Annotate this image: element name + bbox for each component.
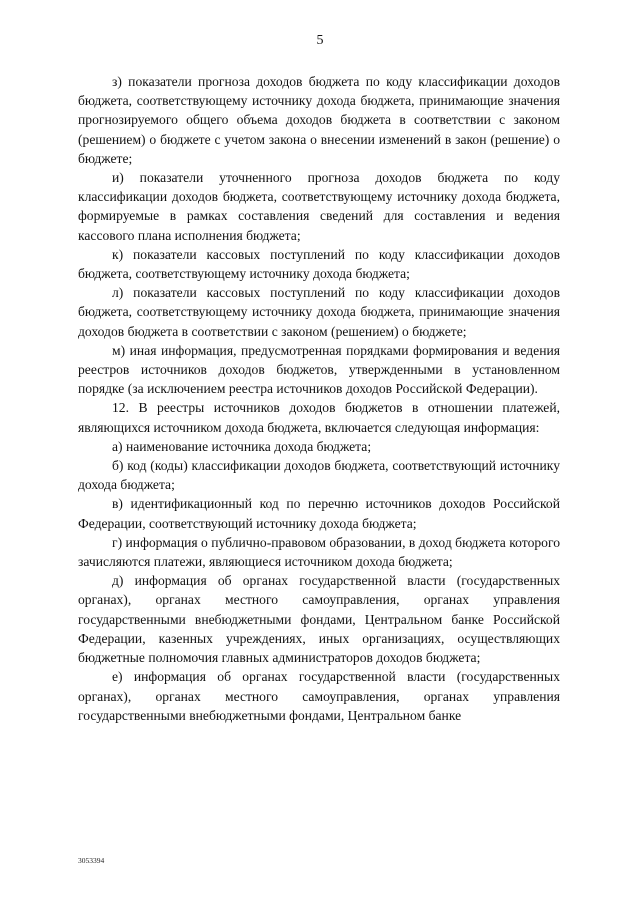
paragraph-a: а) наименование источника дохода бюджета;: [112, 438, 372, 454]
paragraph-12: 12. В реестры источников доходов бюджетов в отношении платежей, являющихся источником дохода бюджета, включается следующая информация:: [78, 400, 560, 435]
paragraph-d: д) информация об органах государственной власти (государственных органах), органах местного самоуправления, органах управления государственными внебюджетными фондами, Центральном банке Российской Федерации, казенных учреждениях, иных организациях, осуществляющих бюджетные полномочия главных администраторов доходов бюджета;: [78, 573, 560, 666]
paragraph-z: з) показатели прогноза доходов бюджета по коду классификации доходов бюджета, соответствующему источнику дохода бюджета, принимающие значения прогнозируемого общего объема доходов бюджета в соответствии с законом (решением) о бюджете с учетом закона о внесении изменений в закон (решение) о бюджете;: [78, 74, 560, 166]
paragraph-g: г) информация о публично-правовом образовании, в доход бюджета которого зачисляются платежи, являющиеся источником дохода бюджета;: [78, 534, 560, 570]
document-code: 3053394: [78, 856, 105, 865]
paragraph-b: б) код (коды) классификации доходов бюджета, соответствующий источнику дохода бюджета;: [78, 458, 560, 493]
page-number: 5: [316, 33, 324, 48]
paragraph-k: к) показатели кассовых поступлений по коду классификации доходов бюджета, соответствующему источнику дохода бюджета;: [78, 246, 560, 282]
paragraph-i: и) показатели уточненного прогноза доходов бюджета по коду классификации доходов бюджета, соответствующему источнику дохода бюджета, формируемые в рамках составления сведений для составления и ведения кассового плана исполнения бюджета;: [78, 170, 560, 243]
paragraph-m: м) иная информация, предусмотренная порядками формирования и ведения реестров источников доходов бюджетов, утвержденными в установленном порядке (за исключением реестра источников доходов Российской Федерации).: [78, 342, 560, 397]
paragraph-e: е) информация об органах государственной власти (государственных органах), органах местного самоуправления, органах управления государственными внебюджетными фондами, Центральном банке: [78, 669, 560, 723]
document-body: [78, 72, 560, 725]
paragraph-l: л) показатели кассовых поступлений по коду классификации доходов бюджета, соответствующему источнику дохода бюджета, принимающие значения доходов бюджета в соответствии с законом (решением) о бюджете;: [78, 285, 560, 339]
paragraph-v: в) идентификационный код по перечню источников доходов Российской Федерации, соответствующий источнику дохода бюджета;: [78, 496, 560, 531]
